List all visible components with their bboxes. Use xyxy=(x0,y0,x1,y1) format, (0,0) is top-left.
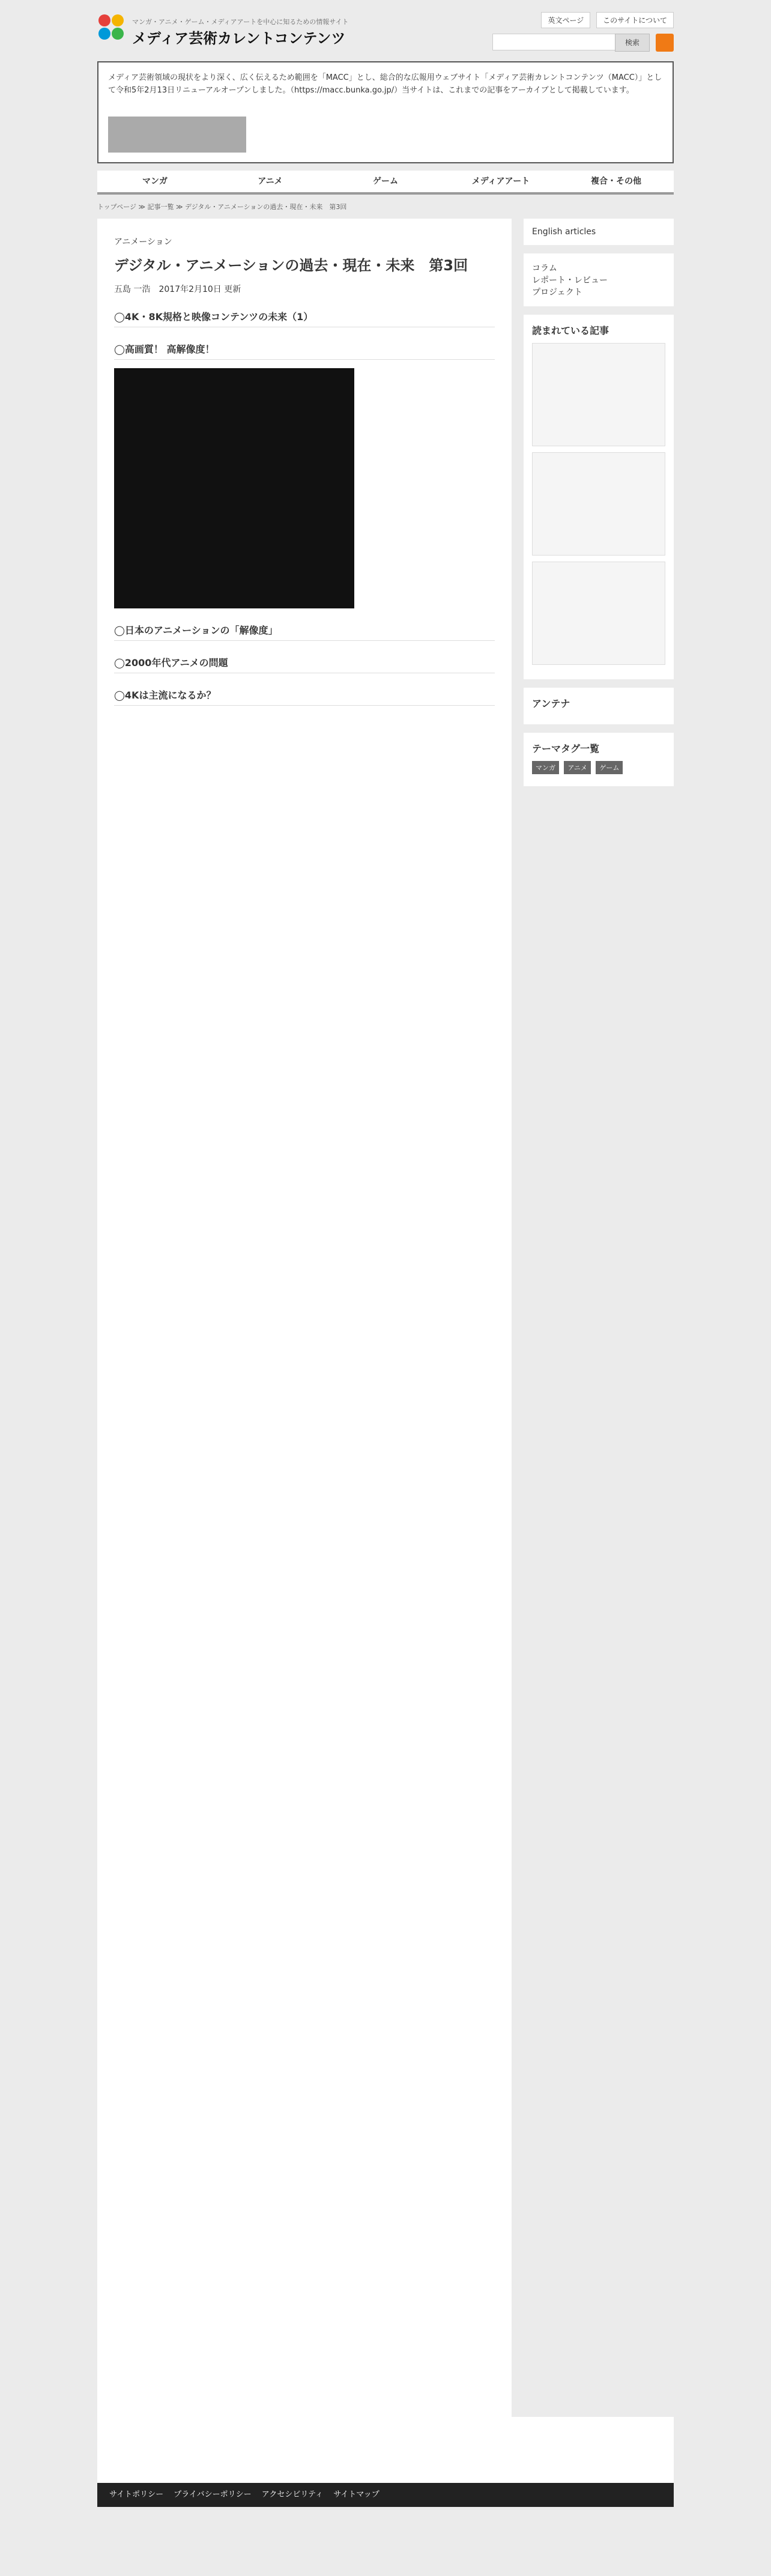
category-label: アニメーション xyxy=(114,237,172,247)
main-nav xyxy=(97,171,674,195)
article-main xyxy=(97,219,512,2417)
category-links xyxy=(524,253,674,306)
popular-card[interactable] xyxy=(532,452,665,556)
sitemap-link[interactable]: サイトマップ xyxy=(333,2490,379,2499)
theme-tag[interactable]: マンガ xyxy=(532,761,559,774)
section-heading-1: ◯4K・8K規格と映像コンテンツの未来（1） xyxy=(114,309,495,327)
section-heading-5: ◯4Kは主流になるか？ xyxy=(114,688,495,706)
section-heading-4: ◯2000年代アニメの問題 xyxy=(114,655,495,673)
author-link[interactable]: 五島 一浩 xyxy=(114,285,151,294)
theme-heading: テーマタグ一覧 xyxy=(532,743,600,754)
popular-heading: 読まれている記事 xyxy=(532,325,609,336)
popular-card[interactable] xyxy=(532,343,665,446)
search-button[interactable]: 検索 xyxy=(615,34,650,52)
footer-links xyxy=(97,2483,674,2507)
report-link[interactable]: レポート・レビュー xyxy=(532,276,608,285)
site-logo[interactable] xyxy=(97,13,410,49)
update-date: 2017年2月10日 更新 xyxy=(159,285,241,294)
section-heading-3: ◯日本のアニメーションの「解像度」 xyxy=(114,623,495,641)
site-title: メディア芸術カレントコンテンツ xyxy=(132,30,346,47)
macc-logo[interactable] xyxy=(108,117,246,153)
english-articles-link[interactable]: English articles xyxy=(532,227,596,237)
accessibility-link[interactable]: アクセシビリティ xyxy=(261,2490,324,2499)
logo-icon xyxy=(97,13,125,41)
popular-card[interactable] xyxy=(532,562,665,665)
breadcrumb[interactable]: トップページ ≫ 記事一覧 ≫ デジタル・アニメーションの過去・現在・未来 第3回 xyxy=(97,203,347,211)
author-date xyxy=(114,283,495,295)
rss-icon[interactable] xyxy=(656,34,674,52)
column-link[interactable]: コラム xyxy=(532,264,557,273)
site-subtitle: マンガ・アニメ・ゲーム・メディアアートを中心に知るための情報サイト xyxy=(132,18,349,26)
article-image xyxy=(114,368,354,608)
nav-manga[interactable]: マンガ xyxy=(97,171,213,195)
antenna-heading[interactable]: アンテナ xyxy=(532,698,570,709)
theme-tags xyxy=(524,733,674,786)
theme-tag[interactable]: ゲーム xyxy=(596,761,623,774)
english-box[interactable] xyxy=(524,219,674,245)
notice-text: メディア芸術領域の現状をより深く、広く伝えるため範囲を「MACC」とし、総合的な広報用ウェブサイト「メディア芸術カレントコンテンツ（MACC）」として令和5年2月13日リニューアルオープンしました。（https://macc.bunka.go.jp/）当サイトは、これまでの記事をアーカイブとして掲載しています。 xyxy=(108,73,662,95)
privacy-link[interactable]: プライバシーポリシー xyxy=(174,2490,252,2499)
about-link[interactable]: このサイトについて xyxy=(596,12,674,28)
top-links xyxy=(537,12,674,28)
project-link[interactable]: プロジェクト xyxy=(532,288,582,297)
english-link[interactable]: 英文ページ xyxy=(541,12,590,28)
nav-game[interactable]: ゲーム xyxy=(328,171,443,195)
footer xyxy=(97,2417,674,2483)
nav-other[interactable]: 複合・その他 xyxy=(558,171,674,195)
antenna-box[interactable] xyxy=(524,688,674,724)
section-heading-2: ◯高画質！ 高解像度！ xyxy=(114,342,495,360)
nav-media-art[interactable]: メディアアート xyxy=(443,171,558,195)
nav-anime[interactable]: アニメ xyxy=(213,171,328,195)
popular-articles xyxy=(524,315,674,679)
theme-tag[interactable]: アニメ xyxy=(564,761,590,774)
site-policy-link[interactable]: サイトポリシー xyxy=(109,2490,164,2499)
site-header xyxy=(97,0,674,55)
notice-box xyxy=(97,61,674,163)
article-title: デジタル・アニメーションの過去・現在・未来 第3回 xyxy=(114,257,468,274)
sidebar xyxy=(524,219,674,795)
